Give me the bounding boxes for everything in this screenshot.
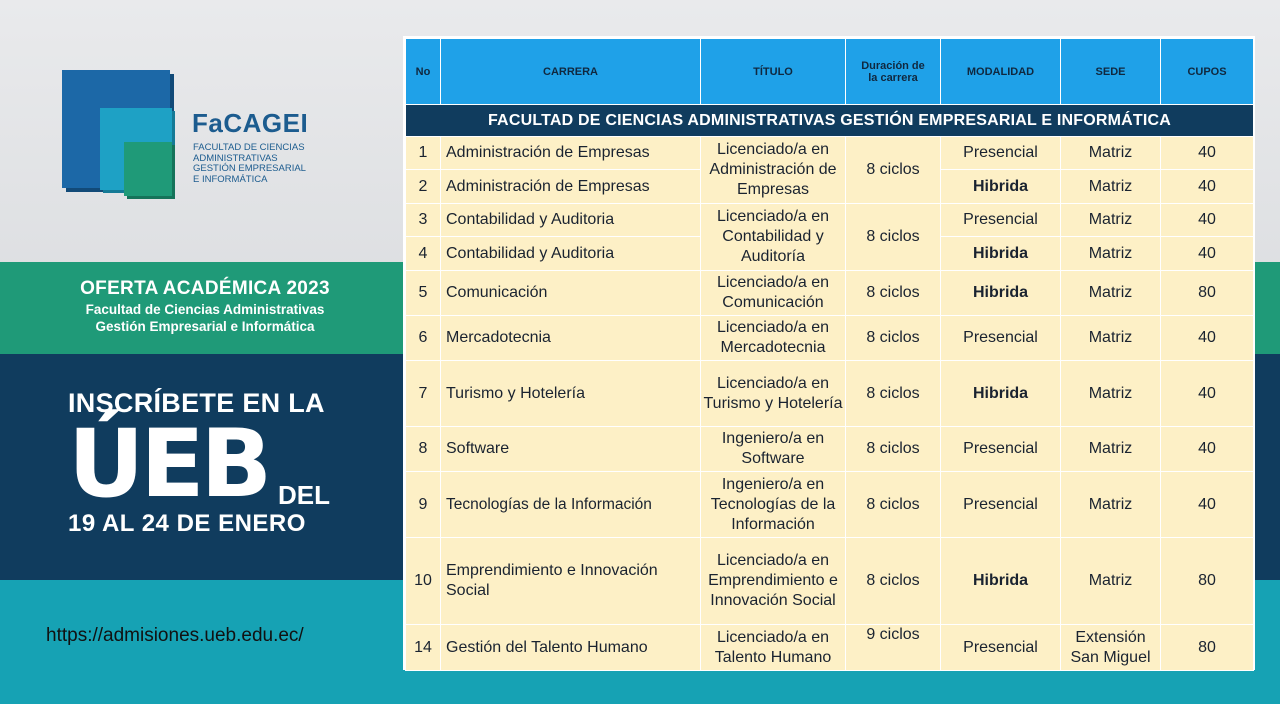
faculty-name: FACULTAD DE CIENCIAS ADMINISTRATIVAS GESTIÓN EMPRESARIAL E INFORMÁTICA — [406, 105, 1254, 137]
table-row — [406, 427, 1254, 472]
cell-sede: Matriz — [1061, 237, 1161, 271]
cell-carrera: Gestión del Talento Humano — [441, 625, 701, 671]
cell-sede: Matriz — [1061, 271, 1161, 316]
facagei-logo — [62, 70, 352, 200]
cell-cupos: 40 — [1161, 361, 1254, 427]
header-modalidad: MODALIDAD — [941, 39, 1061, 105]
cell-no: 2 — [406, 170, 441, 204]
cell-carrera: Mercadotecnia — [441, 316, 701, 361]
table-row — [406, 137, 1254, 170]
table-row — [406, 538, 1254, 625]
cell-carrera: Comunicación — [441, 271, 701, 316]
table-row — [406, 472, 1254, 538]
cell-cupos: 80 — [1161, 271, 1254, 316]
table-row — [406, 271, 1254, 316]
cell-no: 9 — [406, 472, 441, 538]
header-no: No — [406, 39, 441, 105]
cell-no: 6 — [406, 316, 441, 361]
cell-modalidad: Hibrida — [941, 170, 1061, 204]
logo-title: FaCAGEI — [192, 108, 309, 138]
cell-titulo: Ingeniero/a en Tecnologías de la Información — [701, 472, 846, 538]
inscribete-heading: INSCRÍBETE EN LA — [68, 388, 325, 418]
header-carrera: CARRERA — [441, 39, 701, 105]
cell-carrera: Contabilidad y Auditoria — [441, 204, 701, 237]
oferta-block — [0, 278, 410, 334]
ueb-logo-text: ÚEB — [68, 410, 269, 519]
cell-sede: Matriz — [1061, 427, 1161, 472]
cell-cupos: 40 — [1161, 472, 1254, 538]
cell-cupos: 40 — [1161, 237, 1254, 271]
table-row — [406, 316, 1254, 361]
cell-modalidad: Hibrida — [941, 361, 1061, 427]
oferta-line-1: Facultad de Ciencias Administrativas — [85, 302, 325, 317]
cell-titulo: Licenciado/a en Emprendimiento e Innovación Social — [701, 538, 846, 625]
oferta-line-2: Gestión Empresarial e Informática — [95, 319, 315, 334]
cell-no: 7 — [406, 361, 441, 427]
cell-cupos: 40 — [1161, 316, 1254, 361]
logo-subtitle-line: ADMINISTRATIVAS — [193, 152, 278, 164]
cell-carrera: Administración de Empresas — [441, 137, 701, 170]
cell-modalidad: Hibrida — [941, 271, 1061, 316]
cell-no: 5 — [406, 271, 441, 316]
cell-cupos: 80 — [1161, 538, 1254, 625]
cell-modalidad: Presencial — [941, 137, 1061, 170]
logo-squares-icon — [62, 70, 182, 200]
cell-sede: Matriz — [1061, 170, 1161, 204]
cell-cupos: 40 — [1161, 170, 1254, 204]
table-row — [406, 204, 1254, 237]
cell-duracion: 8 ciclos — [846, 427, 941, 472]
cell-titulo: Licenciado/a en Administración de Empresas — [701, 137, 846, 204]
cell-carrera: Administración de Empresas — [441, 170, 701, 204]
cell-carrera: Turismo y Hotelería — [441, 361, 701, 427]
cell-cupos: 40 — [1161, 427, 1254, 472]
cell-titulo: Licenciado/a en Contabilidad y Auditoría — [701, 204, 846, 271]
table-row — [406, 361, 1254, 427]
logo-subtitle-line: FACULTAD DE CIENCIAS — [193, 142, 305, 153]
cell-sede: Matriz — [1061, 472, 1161, 538]
header-titulo: TÍTULO — [701, 39, 846, 105]
cell-modalidad: Hibrida — [941, 237, 1061, 271]
cell-no: 4 — [406, 237, 441, 271]
careers-table — [403, 36, 1255, 670]
enrollment-dates: 19 AL 24 DE ENERO — [68, 510, 306, 537]
cell-sede: Matriz — [1061, 361, 1161, 427]
cell-no: 3 — [406, 204, 441, 237]
table-header-row — [406, 39, 1254, 105]
table-row — [406, 625, 1254, 671]
cell-modalidad: Presencial — [941, 427, 1061, 472]
cell-modalidad: Presencial — [941, 625, 1061, 671]
cell-duracion: 8 ciclos — [846, 472, 941, 538]
cell-sede: Extensión San Miguel — [1061, 625, 1161, 671]
faculty-row — [406, 105, 1254, 137]
cell-sede: Matriz — [1061, 137, 1161, 170]
cell-duracion: 8 ciclos — [846, 271, 941, 316]
cell-cupos: 40 — [1161, 204, 1254, 237]
header-duracion: Duración de la carrera — [846, 39, 941, 105]
logo-subtitle-line: E INFORMÁTICA — [193, 173, 268, 185]
cell-titulo: Licenciado/a en Turismo y Hotelería — [701, 361, 846, 427]
cell-duracion: 8 ciclos — [846, 204, 941, 271]
cell-titulo: Licenciado/a en Mercadotecnia — [701, 316, 846, 361]
cell-titulo: Ingeniero/a en Software — [701, 427, 846, 472]
cell-no: 1 — [406, 137, 441, 170]
cell-titulo: Licenciado/a en Comunicación — [701, 271, 846, 316]
header-cupos: CUPOS — [1161, 39, 1254, 105]
cell-no: 14 — [406, 625, 441, 671]
cell-modalidad: Presencial — [941, 204, 1061, 237]
cell-sede: Matriz — [1061, 538, 1161, 625]
cell-carrera: Tecnologías de la Información — [441, 472, 701, 538]
cell-cupos: 80 — [1161, 625, 1254, 671]
cell-modalidad: Hibrida — [941, 538, 1061, 625]
cell-titulo: Licenciado/a en Talento Humano — [701, 625, 846, 671]
logo-subtitle-line: GESTIÓN EMPRESARIAL — [193, 163, 306, 174]
header-sede: SEDE — [1061, 39, 1161, 105]
cell-carrera: Software — [441, 427, 701, 472]
cell-duracion: 8 ciclos — [846, 137, 941, 204]
admissions-link[interactable]: https://admisiones.ueb.edu.ec/ — [46, 625, 304, 646]
cell-duracion: 8 ciclos — [846, 361, 941, 427]
cell-no: 10 — [406, 538, 441, 625]
del-text: DEL — [278, 480, 330, 510]
cell-duracion: 9 ciclos — [846, 625, 941, 671]
logo-subtitle — [193, 143, 353, 185]
cell-duracion: 8 ciclos — [846, 538, 941, 625]
oferta-title: OFERTA ACADÉMICA 2023 — [80, 278, 330, 299]
cell-sede: Matriz — [1061, 204, 1161, 237]
cell-modalidad: Presencial — [941, 472, 1061, 538]
cell-sede: Matriz — [1061, 316, 1161, 361]
cell-carrera: Emprendimiento e Innovación Social — [441, 538, 701, 625]
cell-no: 8 — [406, 427, 441, 472]
cell-cupos: 40 — [1161, 137, 1254, 170]
cell-carrera: Contabilidad y Auditoria — [441, 237, 701, 271]
cell-modalidad: Presencial — [941, 316, 1061, 361]
cell-duracion: 8 ciclos — [846, 316, 941, 361]
